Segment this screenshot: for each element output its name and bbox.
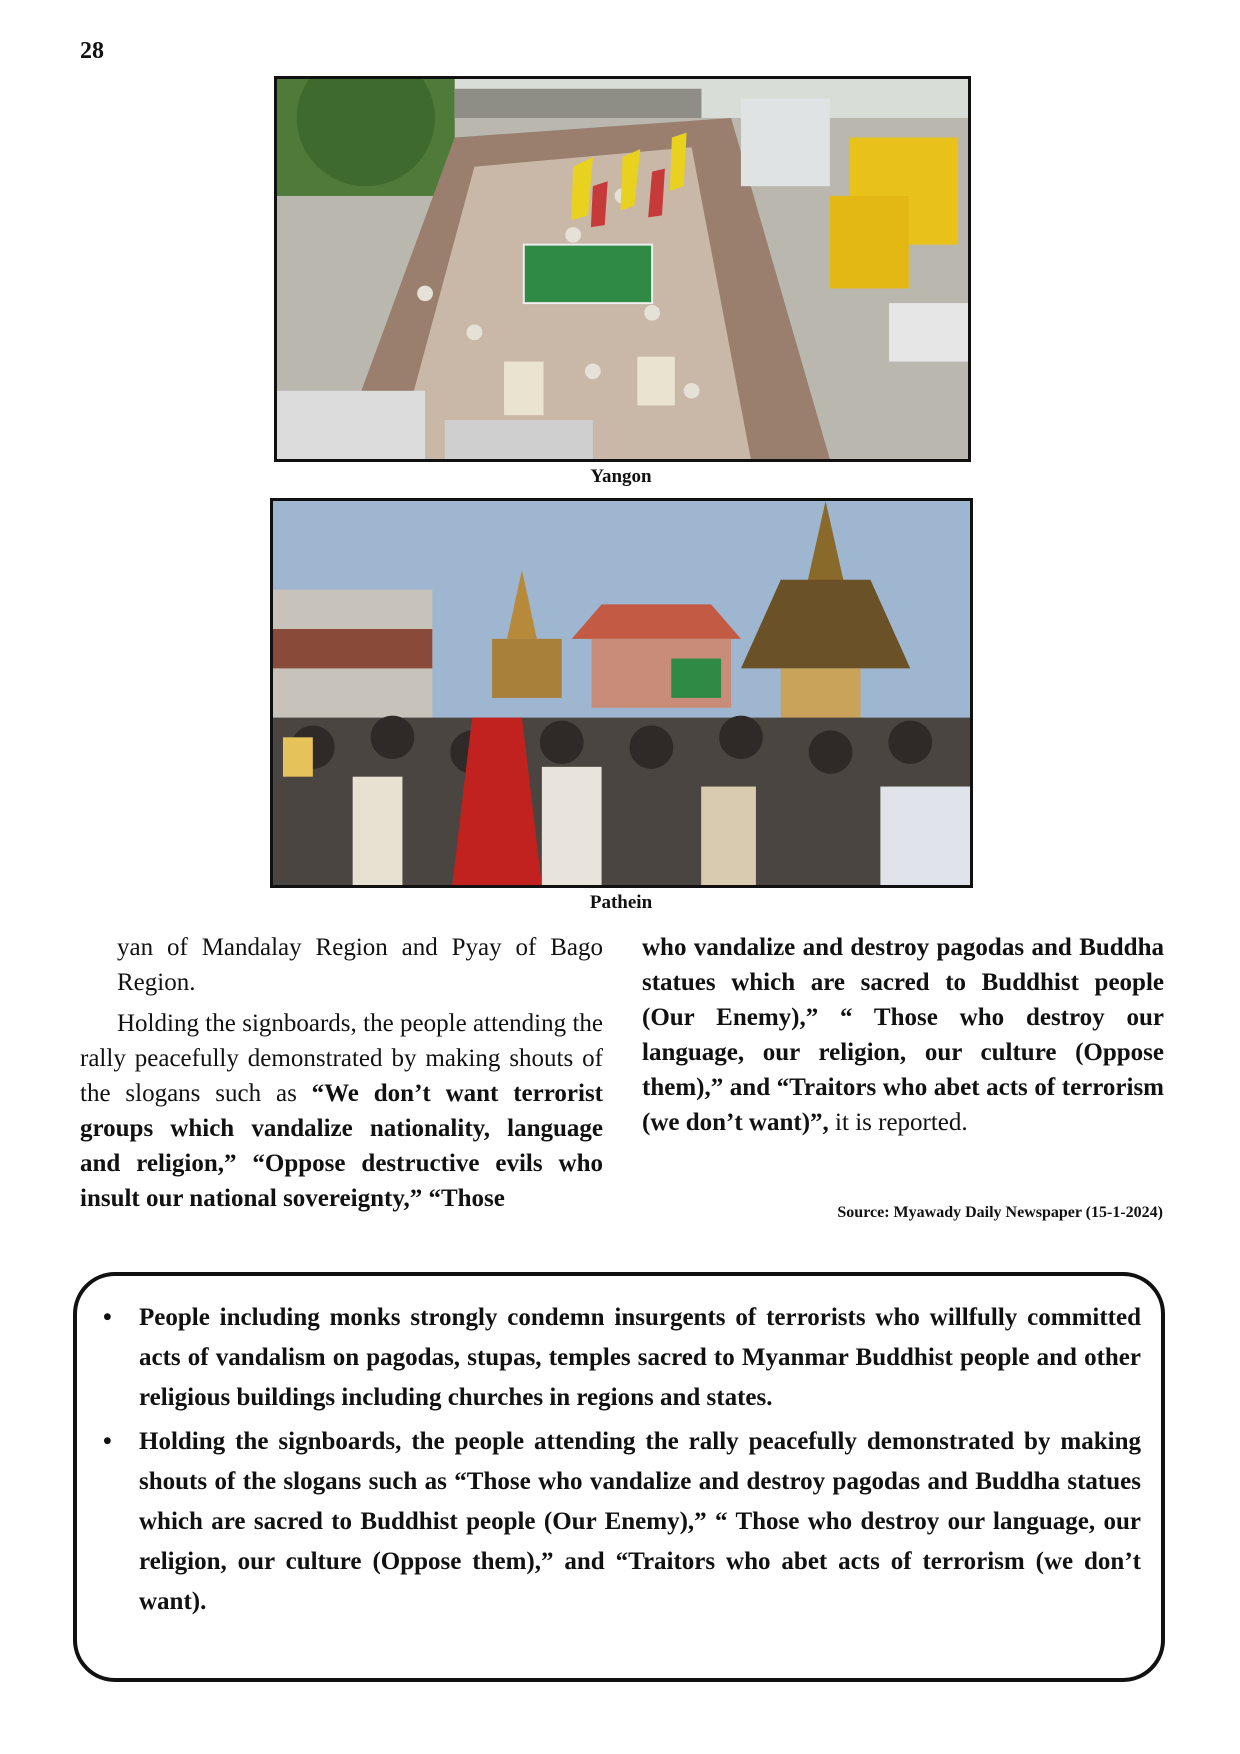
summary-item-text: Holding the signboards, the people attending the rally peacefully demonstrated by making shouts of the slogans such as “Those who vandalize and destroy pagodas and Buddha statues which are sacred to Buddhist people (Our Enemy),” “ Those who destroy our language, our religion, our culture (Oppose them),” and “Traitors who abet acts of terrorism (we don’t want). (139, 1428, 1141, 1615)
bullet-icon: • (103, 1428, 112, 1455)
article-paragraph-2-intro: Holding the signboards, the people attending the rally peacefully demonstrated by making shouts of the slogans such as (80, 1010, 603, 1107)
summary-item (103, 1298, 1141, 1418)
summary-item-text: People including monks strongly condemn insurgents of terrorists who willfully committed acts of vandalism on pagodas, stupas, temples sacred to Myanmar Buddhist people and other religious buildings including churches in regions and states. (139, 1304, 1141, 1411)
page-number: 28 (80, 38, 104, 64)
article-slogans-left: “We don’t want terrorist groups which vandalize nationality, language and religion,” “Oppose destructive evils who insult our national sovereignty,” “Those (80, 1080, 603, 1212)
pathein-rally-photo (270, 498, 973, 888)
article-slogans-right: who vandalize and destroy pagodas and Buddha statues which are sacred to Buddhist people (Our Enemy),” “ Those who destroy our language, our religion, our culture (Oppose them),” and “Traitors who abet acts of terrorism (we don’t want)”, (642, 934, 1164, 1136)
summary-box (73, 1272, 1165, 1682)
article-paragraph-1: yan of Mandalay Region and Pyay of Bago Region. (117, 934, 603, 996)
source-citation: Source: Myawady Daily Newspaper (15-1-2024) (837, 1204, 1163, 1221)
yangon-rally-image (277, 79, 968, 459)
article-paragraph-3 (642, 930, 1164, 1140)
yangon-rally-photo (274, 76, 971, 462)
article-left-column (80, 930, 603, 1216)
article-paragraph-2 (80, 1006, 603, 1216)
article-right-column (642, 930, 1164, 1140)
yangon-caption: Yangon (590, 466, 652, 487)
summary-item (103, 1422, 1141, 1622)
pathein-rally-image (273, 501, 970, 885)
article-closing: it is reported. (828, 1109, 968, 1136)
bullet-icon: • (103, 1304, 112, 1331)
pathein-caption: Pathein (589, 892, 653, 913)
summary-list (103, 1298, 1141, 1626)
